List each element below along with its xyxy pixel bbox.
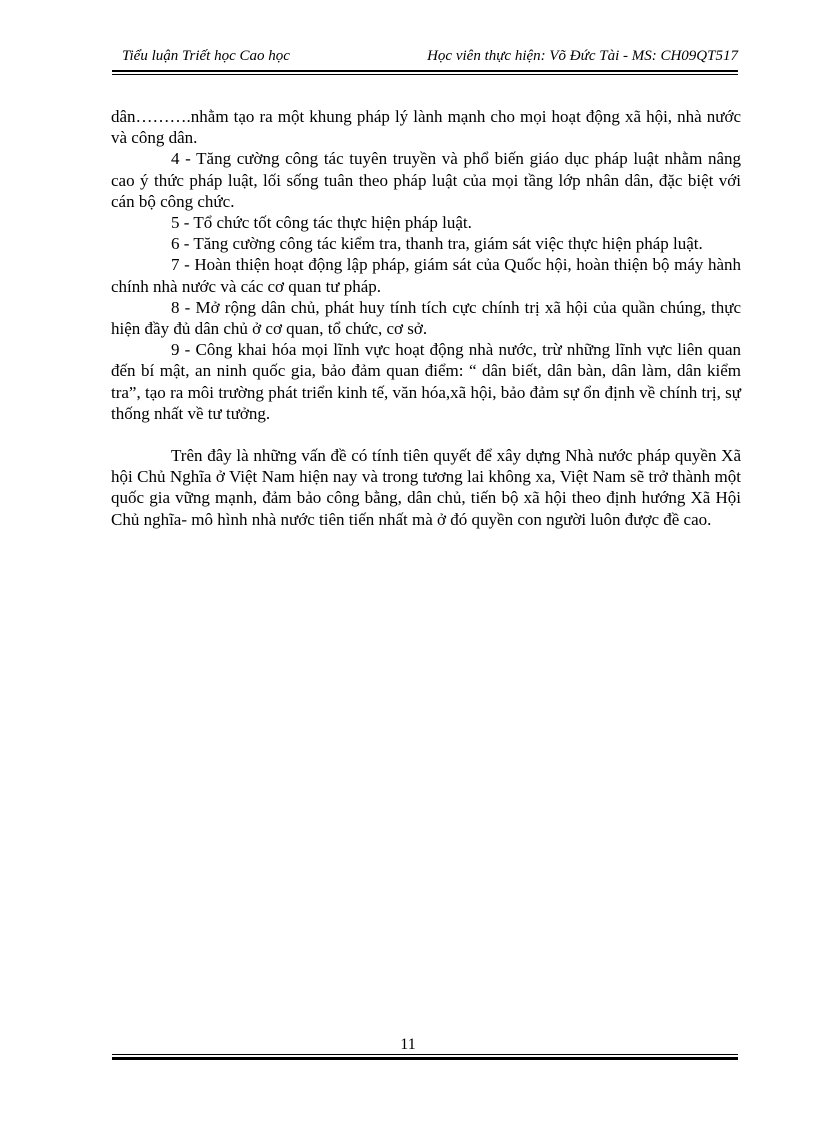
paragraph-item-7: 7 - Hoàn thiện hoạt động lập pháp, giám sát của Quốc hội, hoàn thiện bộ máy hành chính nhà nước và các cơ quan tư pháp. [111,255,741,296]
footer-rule-thick [112,1057,738,1060]
paragraph-item-9: 9 - Công khai hóa mọi lĩnh vực hoạt động nhà nước, trừ những lĩnh vực liên quan đến bí mật, an ninh quốc gia, bảo đảm quan điểm: “ dân biết, dân bàn, dân làm, dân kiểm tra”, tạo ra môi trường phát triển kinh tế, văn hóa,xã hội, bảo đảm sự ổn định về chính trị, sự thống nhất về tư tưởng. [111,340,741,423]
page-number: 11 [400,1036,416,1053]
paragraph-item-4: 4 - Tăng cường công tác tuyên truyền và phổ biến giáo dục pháp luật nhằm nâng cao ý thức pháp luật, lối sống tuân theo pháp luật của mọi tầng lớp nhân dân, đặc biệt với cán bộ công chức. [111,149,741,211]
header-document-title: Tiểu luận Triết học Cao học [122,48,290,64]
header-author-info: Học viên thực hiện: Võ Đức Tài - MS: CH09QT517 [427,48,738,64]
paragraph-item-6: 6 - Tăng cường công tác kiểm tra, thanh tra, giám sát việc thực hiện pháp luật. [171,234,703,254]
paragraph-continuation: dân……….nhằm tạo ra một khung pháp lý lành mạnh cho mọi hoạt động xã hội, nhà nước và công dân. [111,107,741,148]
paragraph-item-8: 8 - Mở rộng dân chủ, phát huy tính tích cực chính trị xã hội của quần chúng, thực hiện đầy đủ dân chủ ở cơ quan, tổ chức, cơ sở. [111,297,741,339]
header-rule-thin [112,74,738,75]
paragraph-item-5: 5 - Tổ chức tốt công tác thực hiện pháp luật. [171,213,472,233]
document-body [111,106,741,530]
header-rule-thick [112,70,738,72]
footer-rule-thin [112,1054,738,1055]
paragraph-conclusion: Trên đây là những vấn đề có tính tiên quyết để xây dựng Nhà nước pháp quyền Xã hội Chủ Nghĩa ở Việt Nam hiện nay và trong tương lai không xa, Việt Nam sẽ trở thành một quốc gia vững mạnh, đảm bảo công bằng, dân chủ, tiến bộ xã hội theo định hướng Xã Hội Chủ nghĩa- mô hình nhà nước tiên tiến nhất mà ở đó quyền con người luôn được đề cao. [111,446,741,529]
page-header [112,48,738,68]
